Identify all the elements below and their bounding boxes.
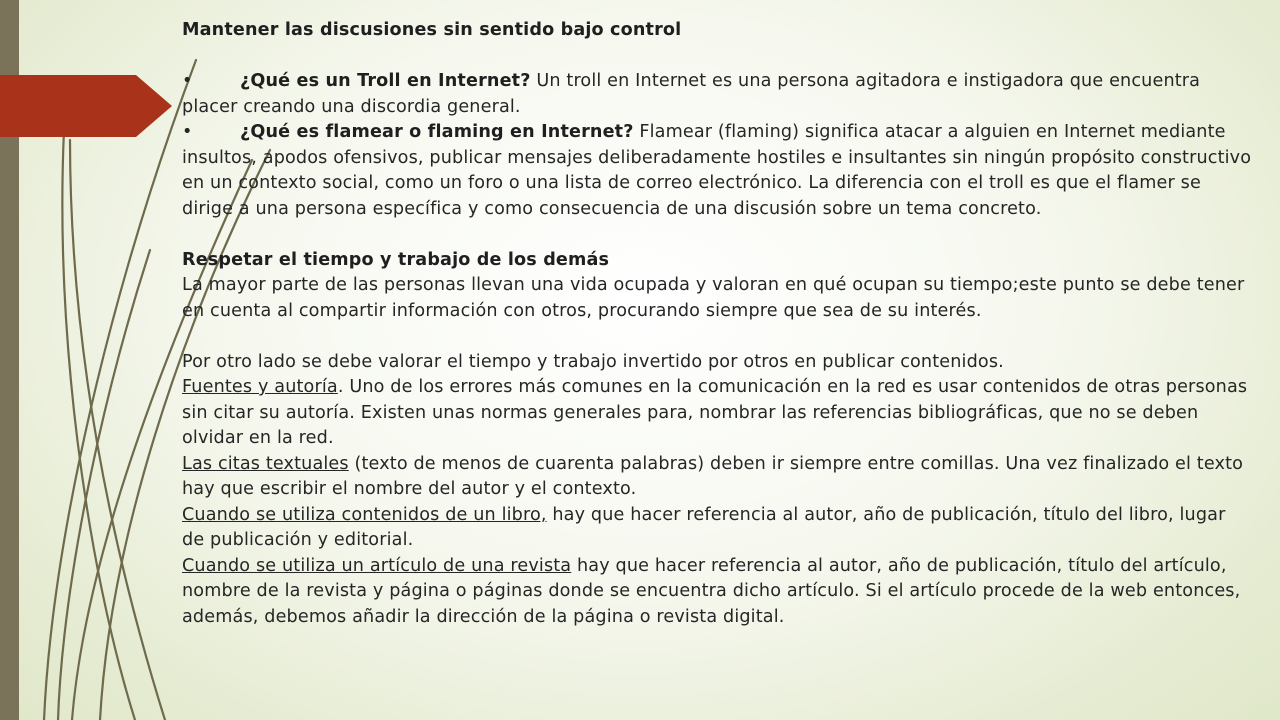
bullet-troll	[182, 69, 1252, 120]
section-heading-respetar: Respetar el tiempo y trabajo de los demás	[182, 249, 610, 270]
red-arrow-tab	[0, 75, 172, 137]
paragraph-citas	[182, 452, 1252, 503]
text-revista: hay que hacer referencia al autor, año de publicación, título del artículo, nombre de la revista y página o páginas donde se encuentra dicho artículo. Si el artículo procede de la web entonces, además, debemos añadir la dirección de la página o revista digital.	[182, 555, 1241, 627]
question-troll: ¿Qué es un Troll en Internet?	[240, 71, 531, 91]
text-citas: (texto de menos de cuarenta palabras) deben ir siempre entre comillas. Una vez finalizado el texto hay que escribir el nombre del autor y el contexto.	[182, 453, 1244, 499]
paragraph-revista	[182, 554, 1252, 631]
link-fuentes-autoria[interactable]: Fuentes y autoría	[182, 377, 338, 397]
question-flaming: ¿Qué es flamear o flaming en Internet?	[240, 122, 634, 142]
paragraph-tiempo: La mayor parte de las personas llevan una vida ocupada y valoran en qué ocupan su tiempo;este punto se debe tener en cuenta al compartir información con otros, procurando siempre que sea de su interés.	[182, 275, 1245, 321]
link-libro[interactable]: Cuando se utiliza contenidos de un libro,	[182, 504, 547, 525]
answer-troll: Un troll en Internet es una persona agitadora e instigadora que encuentra placer creando una discordia general.	[182, 71, 1201, 117]
link-citas-textuales[interactable]: Las citas textuales	[182, 453, 349, 474]
link-revista[interactable]: Cuando se utiliza un artículo de una revista	[182, 555, 572, 576]
section-heading-discusiones: Mantener las discusiones sin sentido bajo control	[182, 20, 682, 40]
bullet-flaming	[182, 120, 1252, 222]
text-fuentes: . Uno de los errores más comunes en la comunicación en la red es usar contenidos de otras personas sin citar su autoría. Existen unas normas generales para, nombrar las referencias bibliográficas, que no se deben olvidar en la red.	[182, 377, 1248, 448]
text-libro: hay que hacer referencia al autor, año de publicación, título del libro, lugar de publicación y editorial.	[182, 504, 1226, 550]
bullet-dot: •	[182, 71, 193, 91]
answer-flaming: Flamear (flaming) significa atacar a alguien en Internet mediante insultos, apodos ofensivos, publicar mensajes deliberadamente hostiles e insultantes sin ningún propósito constructivo en un contexto social, como un foro o una lista de correo electrónico. La diferencia con el troll es que el flamer se dirige a una persona específica y como consecuencia de una discusión sobre un tema concreto.	[182, 122, 1252, 219]
paragraph-libro	[182, 503, 1252, 554]
paragraph-fuentes	[182, 375, 1252, 452]
paragraph-valorar: Por otro lado se debe valorar el tiempo y trabajo invertido por otros en publicar contenidos.	[182, 351, 1004, 372]
curve-line	[62, 130, 135, 720]
bullet-dot: •	[182, 122, 193, 142]
slide-content	[182, 18, 1252, 630]
